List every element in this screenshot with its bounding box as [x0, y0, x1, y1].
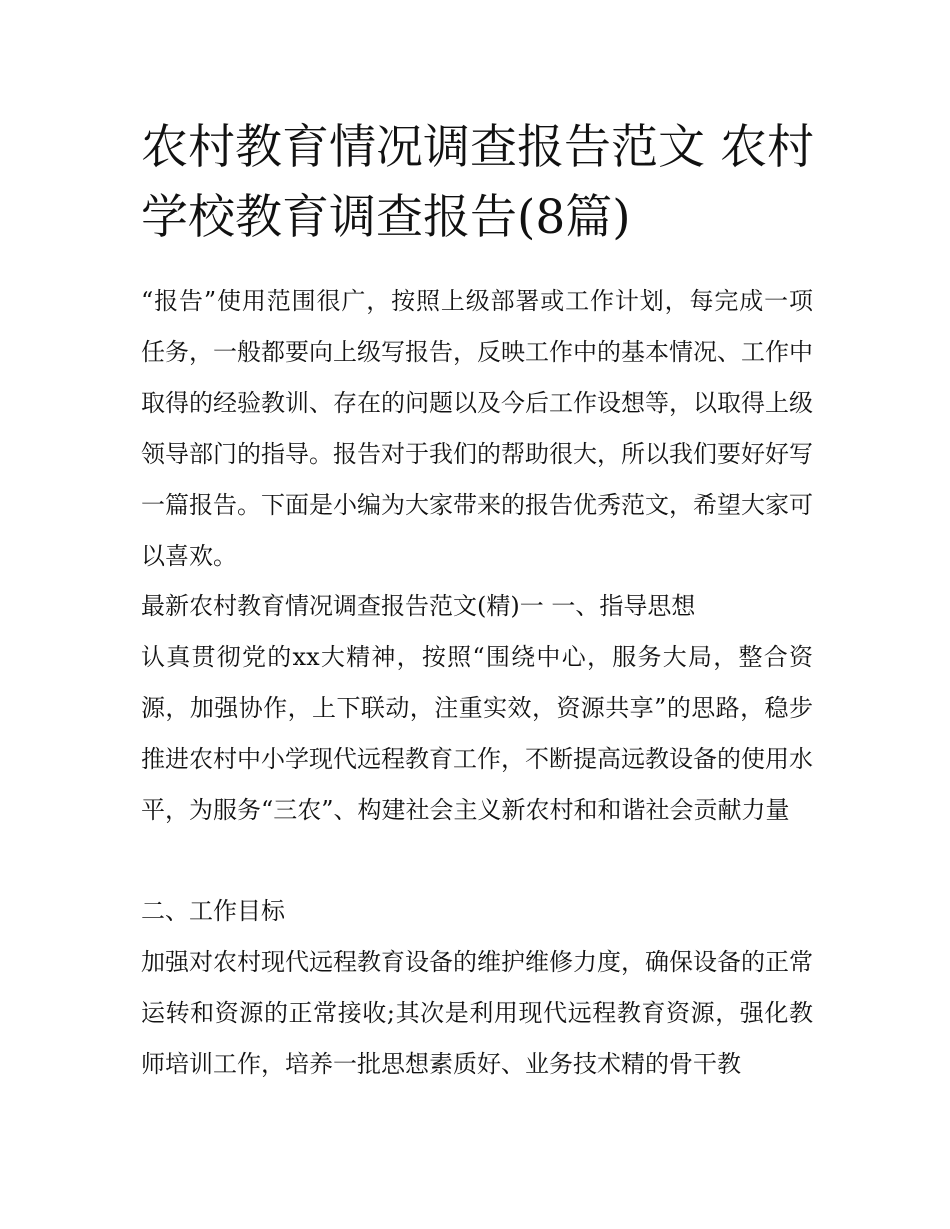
guiding-ideology-paragraph: 认真贯彻党的xx大精神，按照“围绕中心，服务大局，整合资源，加强协作，上下联动，注重实效，资源共享”的思路，稳步推进农村中小学现代远程教育工作，不断提高远教设备的使用水平，为服务“三农”、构建社会主义新农村和和谐社会贡献力量	[141, 643, 813, 824]
work-goals-paragraph: 加强对农村现代远程教育设备的维护维修力度，确保设备的正常运转和资源的正常接收;其次是利用现代远程教育资源，强化教师培训工作，培养一批思想素质好、业务技术精的骨干教	[141, 948, 813, 1078]
section-heading-work-goals: 二、工作目标	[141, 897, 285, 925]
section-heading-guiding-ideology: 最新农村教育情况调查报告范文(精)一 一、指导思想	[141, 592, 696, 620]
intro-paragraph: “报告”使用范围很广，按照上级部署或工作计划，每完成一项任务，一般都要向上级写报告，反映工作中的基本情况、工作中取得的经验教训、存在的问题以及今后工作设想等，以取得上级领导部门的指导。报告对于我们的帮助很大，所以我们要好好写一篇报告。下面是小编为大家带来的报告优秀范文，希望大家可以喜欢。	[141, 287, 813, 570]
document-title: 农村教育情况调查报告范文 农村学校教育调查报告(8篇)	[141, 120, 814, 245]
